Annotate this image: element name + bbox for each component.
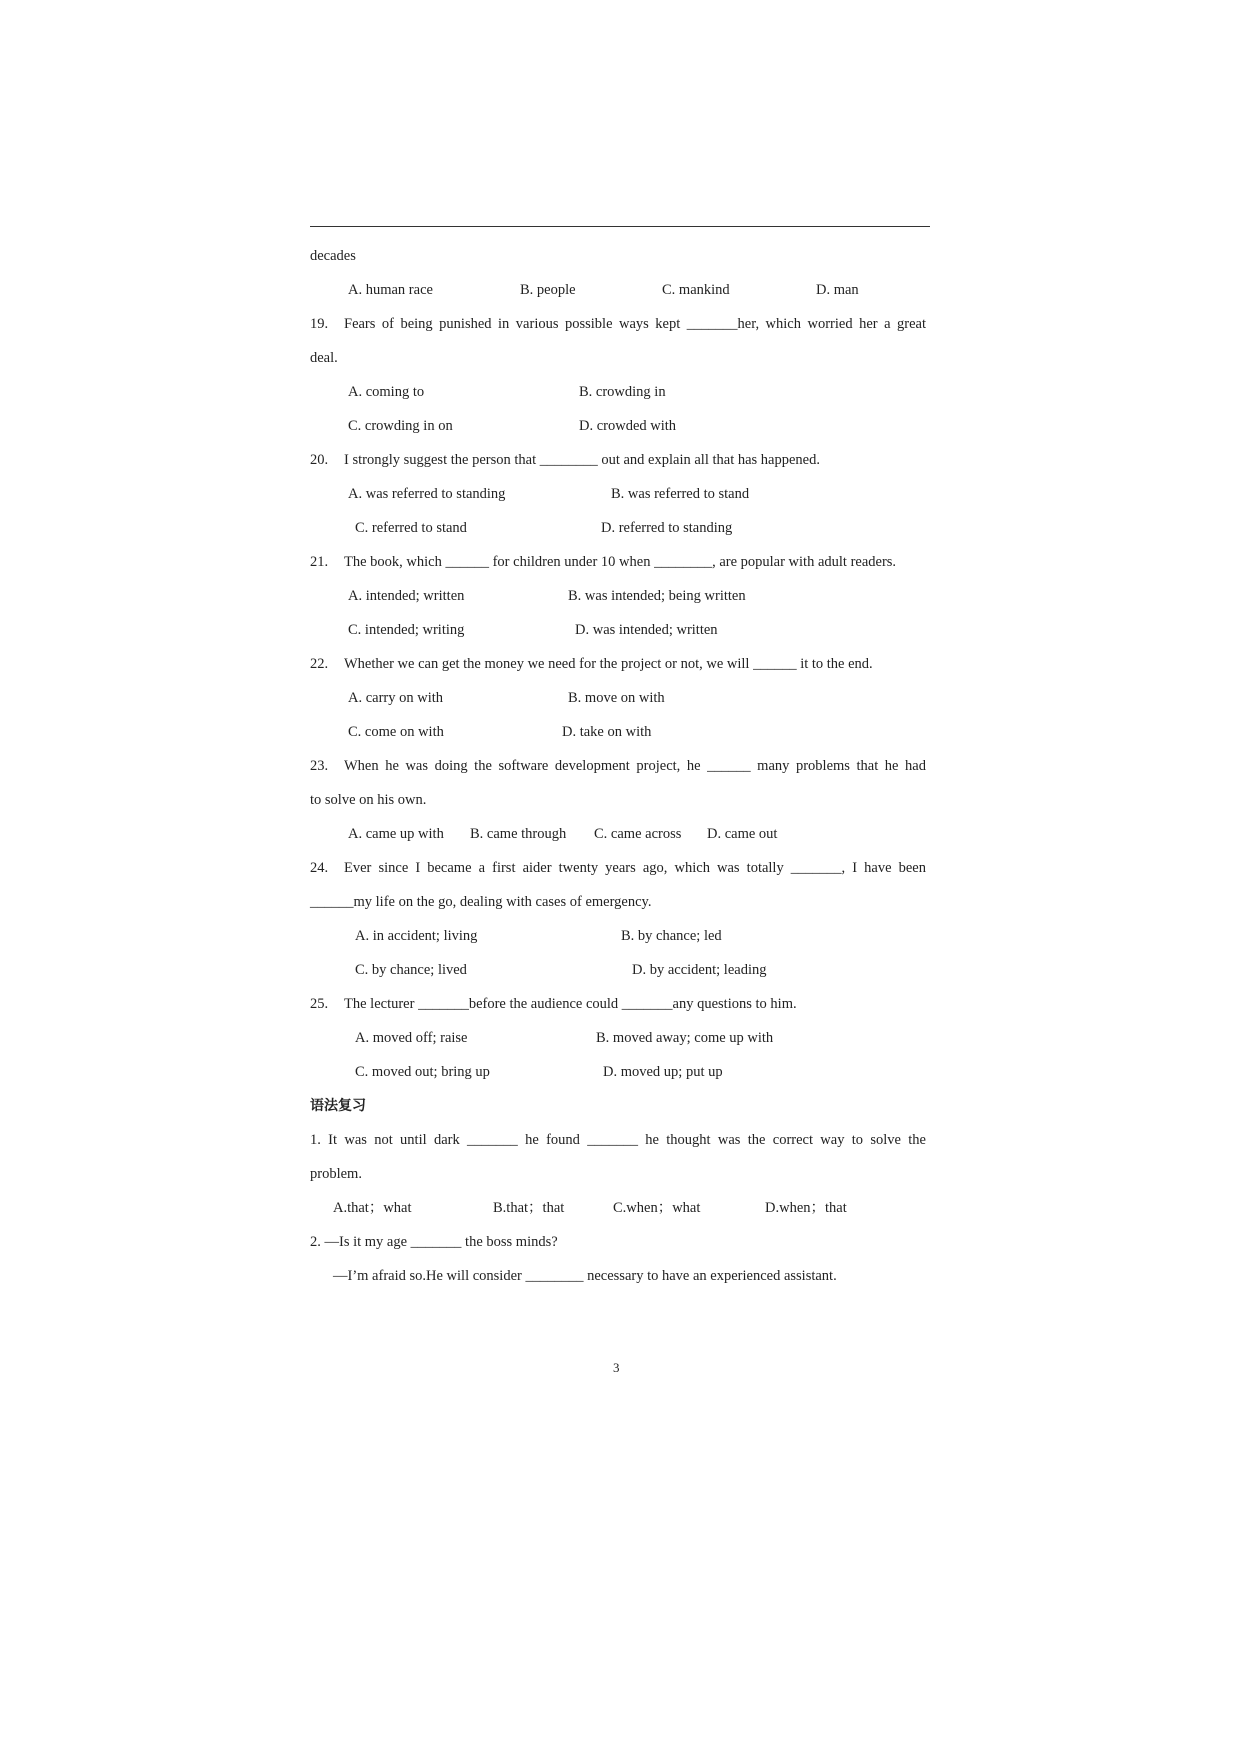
header-rule (310, 226, 930, 227)
grammar-q1-option-d: D.when；that (765, 1200, 847, 1216)
q21-option-b: B. was intended; being written (568, 588, 746, 604)
q24-option-a: A. in accident; living (355, 928, 478, 944)
continuation-text: decades (310, 248, 356, 264)
q21-option-a: A. intended; written (348, 588, 465, 604)
q19-number: 19. (310, 316, 329, 332)
q22-stem-line1: Whether we can get the money we need for the project or not, we will ______ it to the end. (344, 656, 873, 672)
q22-option-a: A. carry on with (348, 690, 444, 706)
page-number: 3 (613, 1360, 620, 1375)
q20-option-d: D. referred to standing (601, 520, 733, 536)
q24-number: 24. (310, 860, 329, 876)
q18-option-a: A. human race (348, 282, 433, 298)
q24-option-d: D. by accident; leading (632, 962, 767, 978)
q22-option-d: D. take on with (562, 724, 652, 740)
q20-stem-line1: I strongly suggest the person that ________ out and explain all that has happened. (344, 452, 820, 468)
grammar-section-heading: 语法复习 (310, 1098, 366, 1114)
q24-stem-line2: ______my life on the go, dealing with cases of emergency. (310, 894, 652, 910)
q19-option-a: A. coming to (348, 384, 425, 400)
q23-option-d: D. came out (707, 826, 778, 842)
q19-option-d: D. crowded with (579, 418, 677, 434)
q25-number: 25. (310, 996, 329, 1012)
grammar-q1-option-c: C.when；what (613, 1200, 701, 1216)
q23-number: 23. (310, 758, 329, 774)
q23-option-b: B. came through (470, 826, 567, 842)
q25-stem-line1: The lecturer _______before the audience could _______any questions to him. (344, 996, 797, 1012)
q22-option-b: B. move on with (568, 690, 665, 706)
q24-option-c: C. by chance; lived (355, 962, 467, 978)
grammar-q2-line2: —I’m afraid so.He will consider ________ necessary to have an experienced assistant. (333, 1268, 837, 1284)
grammar-q2-line1: 2. —Is it my age _______ the boss minds? (310, 1234, 558, 1250)
q23-stem-line2: to solve on his own. (310, 792, 427, 808)
q19-stem-line1: Fears of being punished in various possible ways kept _______her, which worried her a great (344, 316, 926, 332)
q20-option-c: C. referred to stand (355, 520, 467, 536)
q18-option-d: D. man (816, 282, 859, 298)
q20-option-a: A. was referred to standing (348, 486, 506, 502)
q21-number: 21. (310, 554, 329, 570)
q23-option-a: A. came up with (348, 826, 444, 842)
q22-option-c: C. come on with (348, 724, 444, 740)
grammar-q1-line2: problem. (310, 1166, 362, 1182)
q19-option-b: B. crowding in (579, 384, 666, 400)
q24-stem-line1: Ever since I became a first aider twenty years ago, which was totally _______, I have been (344, 860, 926, 876)
q25-option-d: D. moved up; put up (603, 1064, 723, 1080)
q21-option-d: D. was intended; written (575, 622, 718, 638)
q18-option-c: C. mankind (662, 282, 730, 298)
q19-stem-line2: deal. (310, 350, 338, 366)
q25-option-b: B. moved away; come up with (596, 1030, 774, 1046)
grammar-q1-option-a: A.that；what (333, 1200, 412, 1216)
q24-option-b: B. by chance; led (621, 928, 722, 944)
q21-stem-line1: The book, which ______ for children under 10 when ________, are popular with adult readers. (344, 554, 897, 570)
q23-option-c: C. came across (594, 826, 682, 842)
q23-stem-line1: When he was doing the software development project, he ______ many problems that he had (344, 758, 926, 774)
q20-number: 20. (310, 452, 329, 468)
q22-number: 22. (310, 656, 329, 672)
q21-option-c: C. intended; writing (348, 622, 465, 638)
q18-option-b: B. people (520, 282, 576, 298)
grammar-q1-line1: 1. It was not until dark _______ he found _______ he thought was the correct way to solve the (310, 1132, 926, 1148)
q25-option-c: C. moved out; bring up (355, 1064, 490, 1080)
grammar-q1-option-b: B.that；that (493, 1200, 565, 1216)
q25-option-a: A. moved off; raise (355, 1030, 468, 1046)
q20-option-b: B. was referred to stand (611, 486, 750, 502)
q19-option-c: C. crowding in on (348, 418, 453, 434)
